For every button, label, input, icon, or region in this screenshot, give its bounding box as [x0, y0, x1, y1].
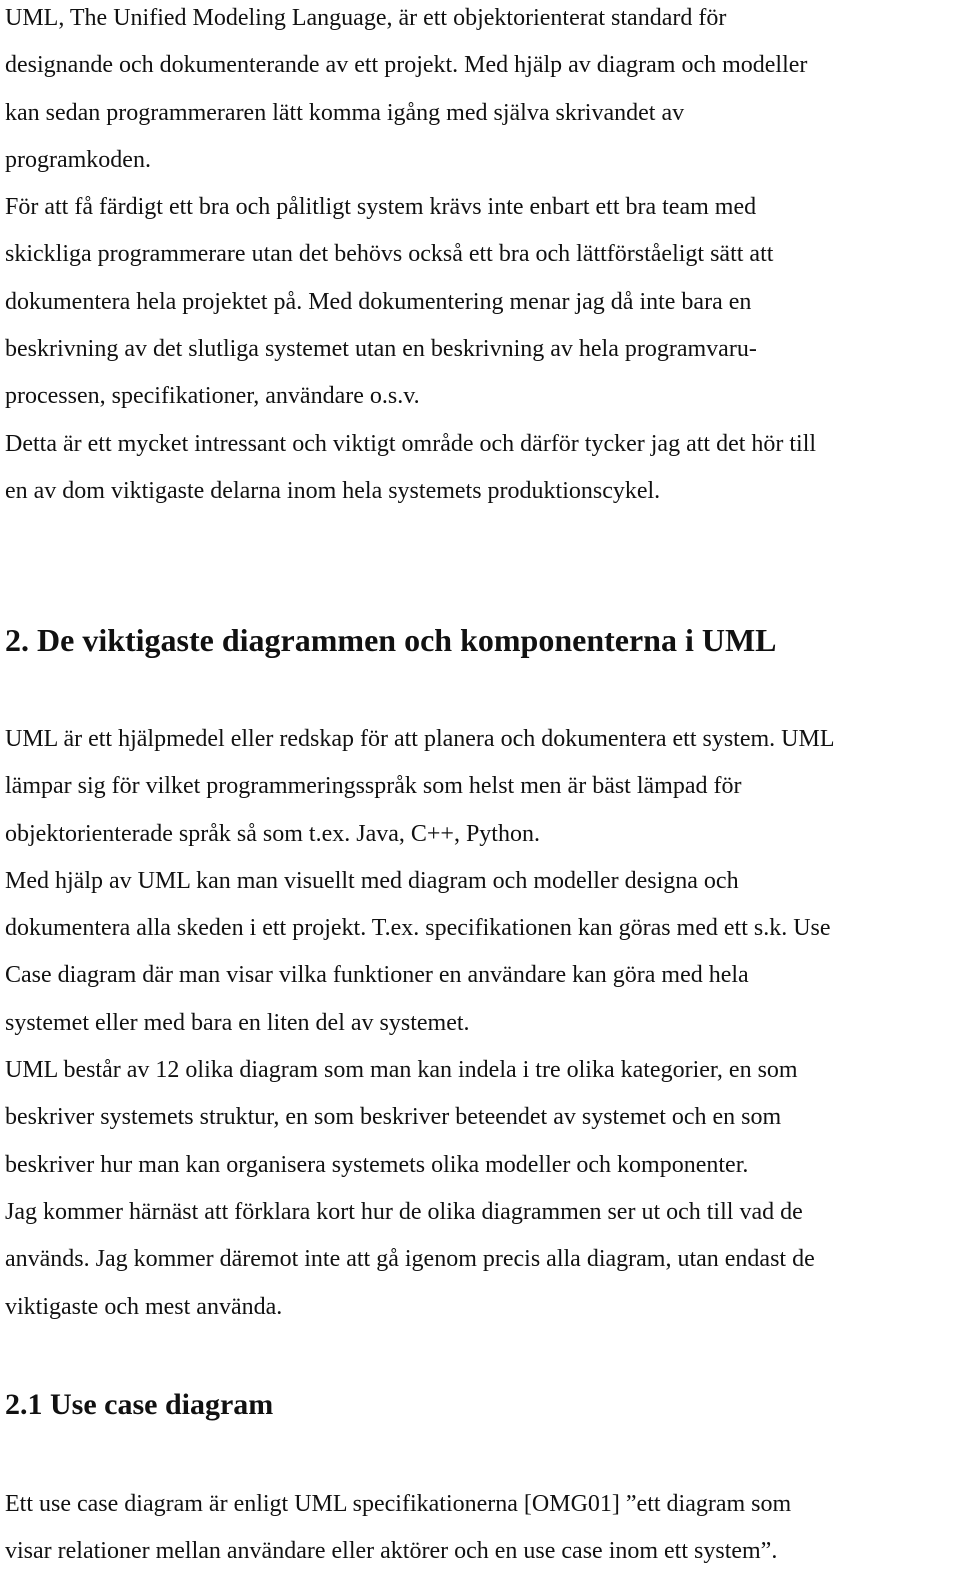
text-line: viktigaste och mest använda.	[5, 1293, 283, 1320]
section-2-paragraph	[5, 716, 835, 1331]
text-line: skickliga programmerare utan det behövs också ett bra och lättförståeligt sätt att	[5, 241, 774, 268]
text-line: UML består av 12 olika diagram som man kan indela i tre olika kategorier, en som	[5, 1057, 798, 1084]
text-line: objektorienterade språk så som t.ex. Java, C++, Python.	[5, 820, 540, 847]
text-line: kan sedan programmeraren lätt komma igång med själva skrivandet av	[5, 99, 685, 126]
text-line: För att få färdigt ett bra och pålitligt system krävs inte enbart ett bra team med	[5, 194, 757, 221]
intro-paragraph	[5, 0, 816, 515]
text-line: beskriver systemets struktur, en som beskriver beteendet av systemet och en som	[5, 1104, 782, 1131]
text-line: Detta är ett mycket intressant och viktigt område och därför tycker jag att det hör till	[5, 430, 817, 457]
text-line: Jag kommer härnäst att förklara kort hur de olika diagrammen ser ut och till vad de	[5, 1198, 803, 1225]
text-line: Case diagram där man visar vilka funktioner en användare kan göra med hela	[5, 962, 749, 989]
section-heading-2-1: 2.1 Use case diagram	[5, 1388, 274, 1421]
text-line: programkoden.	[5, 146, 151, 173]
text-line: en av dom viktigaste delarna inom hela systemets produktionscykel.	[5, 477, 661, 504]
section-heading-2: 2. De viktigaste diagrammen och komponenterna i UML	[5, 622, 777, 658]
text-line: dokumentera hela projektet på. Med dokumentering menar jag då inte bara en	[5, 288, 752, 315]
text-line: Ett use case diagram är enligt UML specifikationerna [OMG01] ”ett diagram som	[5, 1491, 792, 1517]
text-line: beskrivning av det slutliga systemet utan en beskrivning av hela programvaru-	[5, 336, 757, 363]
text-line: designande och dokumenterande av ett projekt. Med hjälp av diagram och modeller	[5, 52, 808, 79]
text-line: UML är ett hjälpmedel eller redskap för att planera och dokumentera ett system. UML	[5, 726, 835, 752]
text-line: används. Jag kommer däremot inte att gå igenom precis alla diagram, utan endast de	[5, 1246, 815, 1273]
text-line: processen, specifikationer, användare o.s.v.	[5, 383, 420, 410]
text-line: dokumentera alla skeden i ett projekt. T.ex. specifikationen kan göras med ett s.k. Use	[5, 915, 831, 942]
text-line: visar relationer mellan användare eller aktörer och en use case inom ett system”.	[5, 1538, 778, 1565]
text-line: UML, The Unified Modeling Language, är ett objektorienterat standard för	[5, 5, 727, 31]
text-line: Med hjälp av UML kan man visuellt med diagram och modeller designa och	[5, 867, 739, 894]
section-2-1-paragraph	[5, 1481, 791, 1576]
text-line: beskriver hur man kan organisera systemets olika modeller och komponenter.	[5, 1151, 749, 1178]
text-line: lämpar sig för vilket programmeringsspråk som helst men är bäst lämpad för	[5, 773, 742, 800]
text-line: systemet eller med bara en liten del av systemet.	[5, 1009, 470, 1036]
